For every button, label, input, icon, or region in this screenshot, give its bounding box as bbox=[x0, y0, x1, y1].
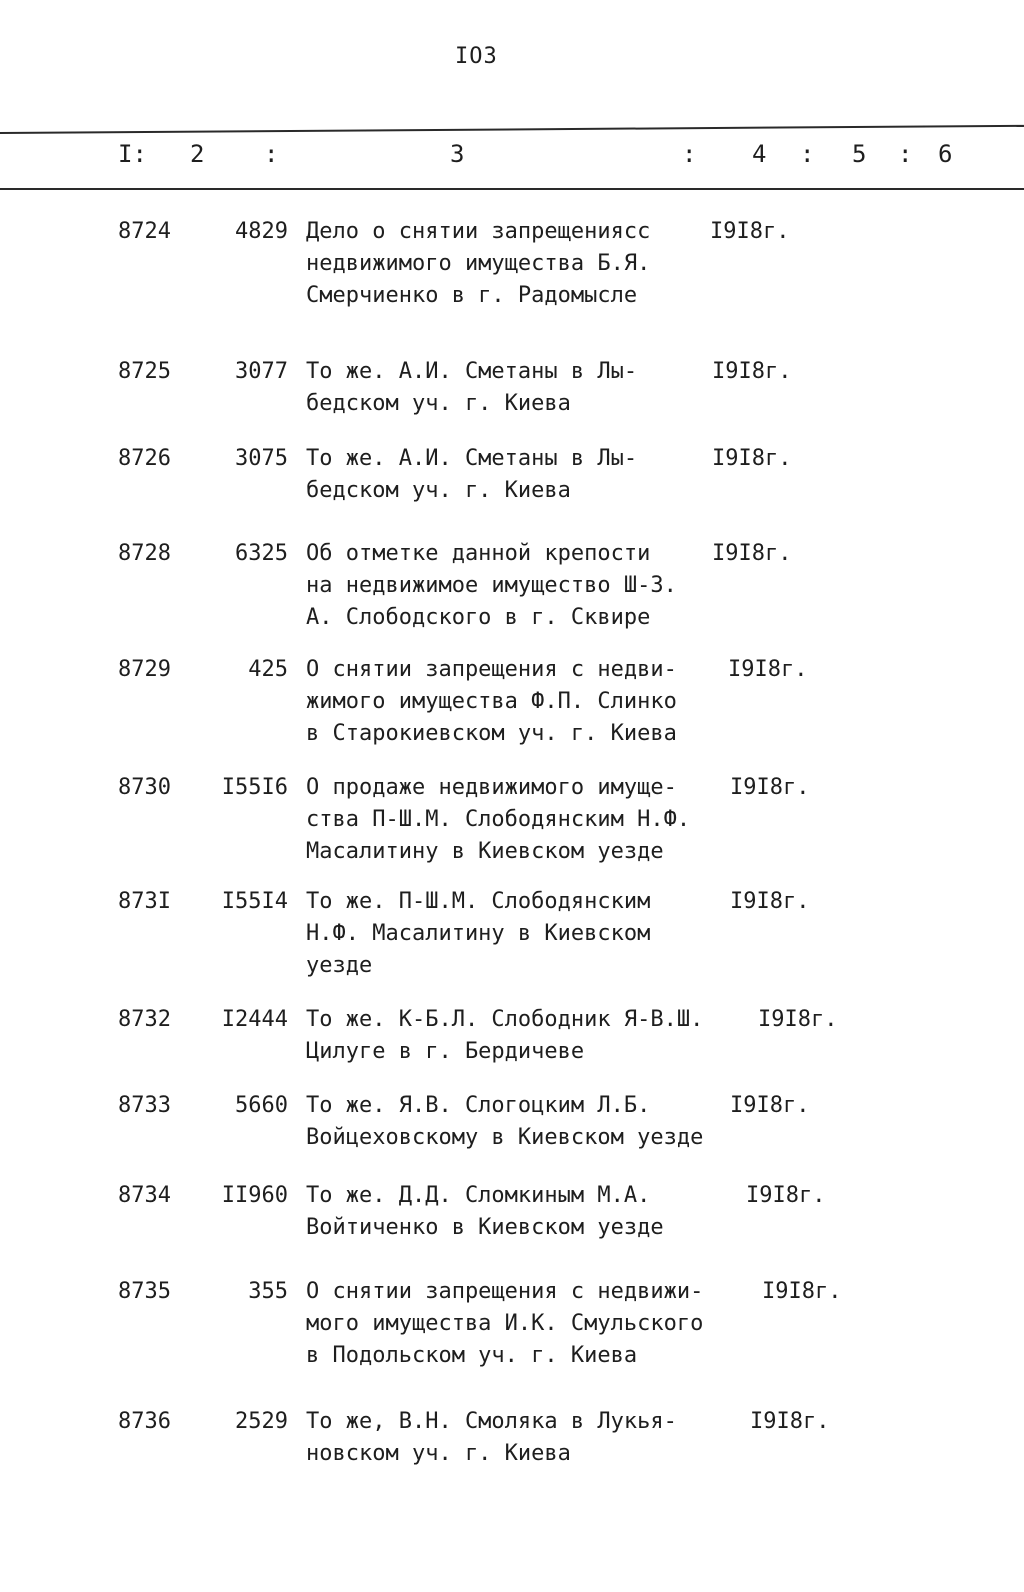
entry-old-number: 4829 bbox=[235, 219, 288, 244]
entry-number: 8735 bbox=[118, 1279, 171, 1304]
entry-number: 873I bbox=[118, 889, 171, 914]
entry-title: О снятии запрещения с недвижи- мого имущества И.К. Смульского в Подольском уч. г. Киева bbox=[306, 1279, 704, 1368]
entry-number: 8732 bbox=[118, 1007, 171, 1032]
entry-title: О снятии запрещения с недви- жимого имущества Ф.П. Слинко в Старокиевском уч. г. Киева bbox=[306, 657, 677, 746]
entry-number: 8724 bbox=[118, 219, 171, 244]
entry-date: I9I8г. bbox=[750, 1409, 830, 1434]
entry-old-number: 5660 bbox=[235, 1093, 288, 1118]
entry-title: То же. П-Ш.М. Слободянским Н.Ф. Масалитину в Киевском уезде bbox=[306, 889, 651, 978]
entry-date: I9I8г. bbox=[710, 219, 790, 244]
entry-old-number: 355 bbox=[248, 1279, 288, 1304]
entry-date: I9I8г. bbox=[730, 775, 810, 800]
column-separator-4: : bbox=[898, 140, 913, 168]
entry-number: 8734 bbox=[118, 1183, 171, 1208]
column-header-6: 6 bbox=[938, 140, 953, 168]
entry-date: I9I8г. bbox=[758, 1007, 838, 1032]
entry-number: 8730 bbox=[118, 775, 171, 800]
entry-date: I9I8г. bbox=[712, 541, 792, 566]
entry-title: То же, В.Н. Смоляка в Лукья- новском уч. г. Киева bbox=[306, 1409, 677, 1466]
entry-number: 8725 bbox=[118, 359, 171, 384]
column-header-1: I: bbox=[118, 140, 147, 168]
column-header-2: 2 bbox=[190, 140, 205, 168]
entry-old-number: 425 bbox=[248, 657, 288, 682]
entry-title: То же. А.И. Сметаны в Лы- бедском уч. г. Киева bbox=[306, 359, 638, 416]
entry-number: 8733 bbox=[118, 1093, 171, 1118]
entry-number: 8728 bbox=[118, 541, 171, 566]
entry-old-number: 6325 bbox=[235, 541, 288, 566]
entry-date: I9I8г. bbox=[746, 1183, 826, 1208]
column-separator-2: : bbox=[682, 140, 697, 168]
entry-date: I9I8г. bbox=[730, 1093, 810, 1118]
column-header-4: 4 bbox=[752, 140, 767, 168]
column-header-5: 5 bbox=[852, 140, 867, 168]
entry-title: То же. К-Б.Л. Слободник Я-В.Ш. Цилуге в г. Бердичеве bbox=[306, 1007, 704, 1064]
entry-date: I9I8г. bbox=[712, 446, 792, 471]
entry-old-number: I2444 bbox=[221, 1007, 288, 1032]
entry-old-number: II960 bbox=[221, 1183, 288, 1208]
entry-title: То же. А.И. Сметаны в Лы- бедском уч. г. Киева bbox=[306, 446, 638, 503]
entry-old-number: 3077 bbox=[235, 359, 288, 384]
entry-number: 8736 bbox=[118, 1409, 171, 1434]
entry-title: О продаже недвижимого имуще- ства П-Ш.М. Слободянским Н.Ф. Масалитину в Киевском уезде bbox=[306, 775, 691, 864]
entry-number: 8726 bbox=[118, 446, 171, 471]
column-separator-1: : bbox=[264, 140, 279, 168]
entry-title: То же. Я.В. Слогоцким Л.Б. Войцеховскому в Киевском уезде bbox=[306, 1093, 704, 1150]
entry-old-number: I55I6 bbox=[221, 775, 288, 800]
column-separator-3: : bbox=[800, 140, 815, 168]
entry-date: I9I8г. bbox=[762, 1279, 842, 1304]
entry-old-number: 3075 bbox=[235, 446, 288, 471]
header-rule-top bbox=[0, 125, 1024, 134]
header-rule-bottom bbox=[0, 188, 1024, 190]
entry-old-number: I55I4 bbox=[221, 889, 288, 914]
entry-title: То же. Д.Д. Сломкиным М.А. Войтиченко в Киевском уезде bbox=[306, 1183, 664, 1240]
entry-date: I9I8г. bbox=[712, 359, 792, 384]
page-number: IO3 bbox=[455, 44, 498, 69]
entry-date: I9I8г. bbox=[730, 889, 810, 914]
entry-title: Об отметке данной крепости на недвижимое имущество Ш-З. А. Слободского в г. Сквире bbox=[306, 541, 677, 630]
entry-old-number: 2529 bbox=[235, 1409, 288, 1434]
column-header-3: 3 bbox=[450, 140, 465, 168]
entry-date: I9I8г. bbox=[728, 657, 808, 682]
entry-title: Дело о снятии запрещениясс недвижимого имущества Б.Я. Смерчиенко в г. Радомысле bbox=[306, 219, 651, 308]
entry-number: 8729 bbox=[118, 657, 171, 682]
